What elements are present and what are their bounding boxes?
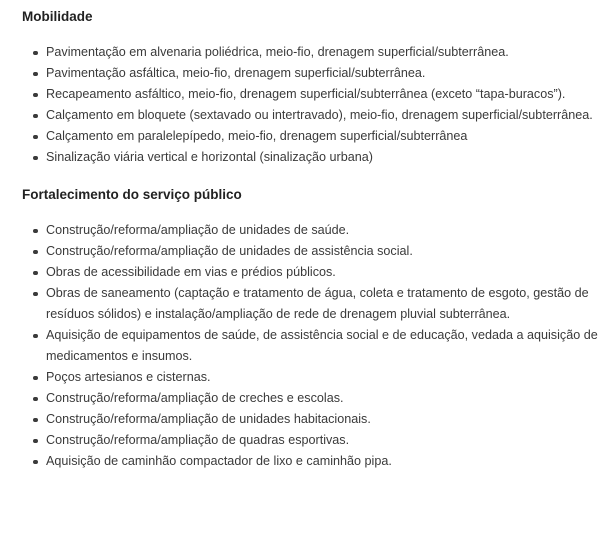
list-item: Construção/reforma/ampliação de quadras esportivas. <box>46 430 608 451</box>
list-item: Aquisição de equipamentos de saúde, de assistência social e de educação, vedada a aquisição de medicamentos e insumos. <box>46 325 608 367</box>
list-item: Recapeamento asfáltico, meio-fio, drenagem superficial/subterrânea (exceto “tapa-buracos”). <box>46 84 608 105</box>
mobilidade-list <box>22 42 608 168</box>
list-item: Construção/reforma/ampliação de unidades de assistência social. <box>46 241 608 262</box>
section-heading-mobilidade: Mobilidade <box>22 9 93 24</box>
list-item: Pavimentação asfáltica, meio-fio, drenagem superficial/subterrânea. <box>46 63 608 84</box>
list-item: Construção/reforma/ampliação de unidades habitacionais. <box>46 409 608 430</box>
list-item: Pavimentação em alvenaria poliédrica, meio-fio, drenagem superficial/subterrânea. <box>46 42 608 63</box>
list-item: Sinalização viária vertical e horizontal (sinalização urbana) <box>46 147 608 168</box>
section-heading-fortalecimento: Fortalecimento do serviço público <box>22 187 242 202</box>
list-item: Construção/reforma/ampliação de unidades de saúde. <box>46 220 608 241</box>
fortalecimento-list <box>22 220 608 472</box>
document-content <box>22 8 608 472</box>
list-item: Poços artesianos e cisternas. <box>46 367 608 388</box>
list-item: Obras de acessibilidade em vias e prédios públicos. <box>46 262 608 283</box>
list-item: Calçamento em paralelepípedo, meio-fio, drenagem superficial/subterrânea <box>46 126 608 147</box>
list-item: Obras de saneamento (captação e tratamento de água, coleta e tratamento de esgoto, gestão de resíduos sólidos) e instalação/ampliação de rede de drenagem pluvial subterrânea. <box>46 283 608 325</box>
list-item: Aquisição de caminhão compactador de lixo e caminhão pipa. <box>46 451 608 472</box>
list-item: Construção/reforma/ampliação de creches e escolas. <box>46 388 608 409</box>
list-item: Calçamento em bloquete (sextavado ou intertravado), meio-fio, drenagem superficial/subterrânea. <box>46 105 608 126</box>
